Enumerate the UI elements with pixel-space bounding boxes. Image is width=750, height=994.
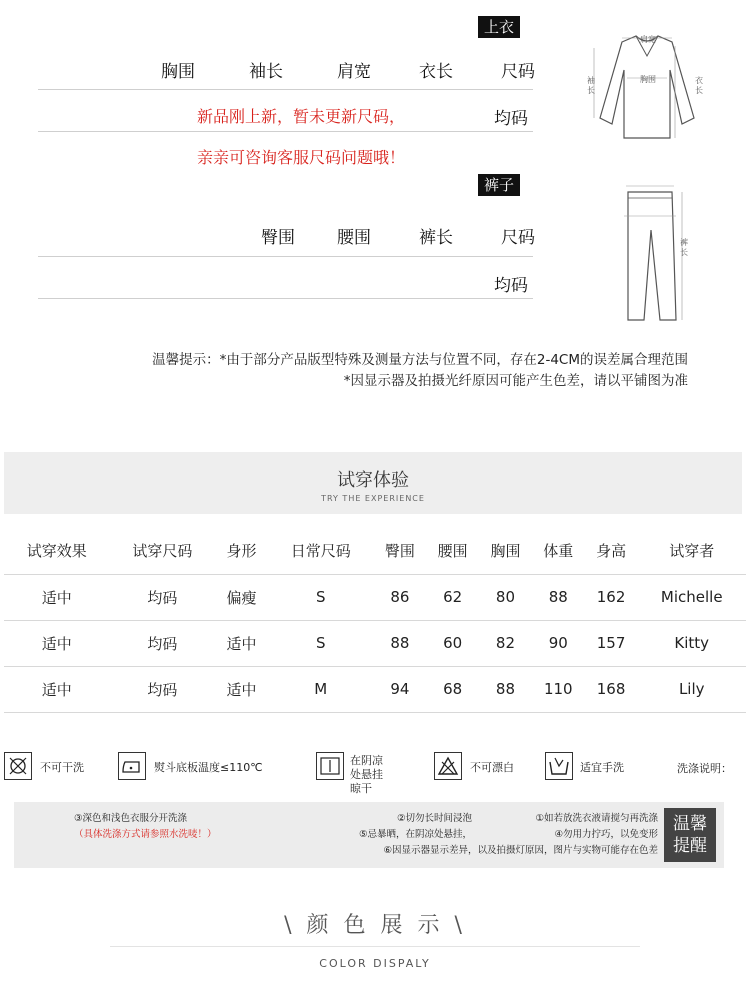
care-strip (0, 750, 750, 795)
header-chest: 胸围 (161, 62, 195, 82)
tips-red-note: （具体洗涤方式请参照水洗唛！） (74, 829, 217, 840)
th-effect: 试穿效果 (4, 528, 110, 574)
tryon-header-band (4, 452, 742, 514)
tryon-title: 试穿体验 (337, 470, 409, 491)
tips-col2: ②切勿长时间浸泡 ⑤忌暴晒，在阴凉处悬挂， (358, 813, 472, 840)
th-hip: 臀围 (373, 528, 426, 574)
divider (38, 256, 533, 257)
th-weight: 体重 (532, 528, 585, 574)
tryon-table (4, 528, 746, 713)
header-waist: 腰围 (337, 228, 371, 248)
header-shoulder: 肩宽 (337, 62, 371, 82)
top-notice-1: 新品刚上新，暂未更新尺码， (196, 107, 405, 126)
pants-tag: 裤子 (478, 174, 520, 196)
tryon-subtitle: TRY THE EXPERIENCE (321, 494, 425, 503)
divider (38, 131, 533, 132)
tips-panel (14, 802, 724, 868)
pants-row-label: 均码 (494, 276, 528, 296)
shirt-diagram-icon (582, 28, 712, 148)
care-label-hand-wash: 适宜手洗 (580, 761, 624, 774)
shirt-sleeve-label: 袖长 (587, 76, 595, 95)
top-tag: 上衣 (478, 16, 520, 38)
pants-length-label: 裤长 (680, 238, 688, 257)
no-bleach-icon (434, 752, 462, 780)
measure-note-line2: *因显示器及拍摄光纤原因可能产生色差，请以平铺图为准 (343, 373, 688, 389)
tips-col1: ①如若放洗衣液请搅匀再洗涤 ④勿用力拧巧，以免变形 ⑥因显示器显示差异，以及拍摄灯原因，图片与实物可能存在色差 (383, 813, 658, 856)
header-length: 衣长 (419, 62, 453, 82)
header-sleeve: 袖长 (249, 62, 283, 82)
hang-dry-icon (316, 752, 344, 780)
header-size: 尺码 (501, 62, 535, 82)
divider (38, 298, 533, 299)
header-size: 尺码 (501, 228, 535, 248)
care-label-no-dry-clean: 不可干洗 (40, 761, 84, 774)
shirt-chest-label: 胸围 (640, 75, 656, 84)
care-label-no-bleach: 不可漂白 (470, 761, 514, 774)
top-size-header (140, 57, 535, 82)
header-hip: 臀围 (261, 228, 295, 248)
shirt-length-label: 衣长 (695, 76, 703, 95)
shirt-shoulder-label: 肩宽 (640, 35, 656, 44)
care-label-hang-dry: 在阴凉处悬挂晾干 (350, 754, 383, 795)
color-subtitle: COLOR DISPALY (319, 957, 431, 970)
table-row: 适中 均码 适中 M 94 68 88 110 168 Lily (4, 666, 746, 712)
th-daily-size: 日常尺码 (268, 528, 374, 574)
th-try-size: 试穿尺码 (110, 528, 216, 574)
divider (110, 946, 640, 947)
care-title: 洗涤说明： (677, 762, 732, 775)
th-body: 身形 (215, 528, 268, 574)
top-row-label: 均码 (494, 109, 528, 129)
tips-col3: ③深色和浅色衣服分开洗涤 (74, 813, 188, 824)
divider (38, 89, 533, 90)
hand-wash-icon (545, 752, 573, 780)
th-height: 身高 (585, 528, 638, 574)
measure-note-line1: 温馨提示：*由于部分产品版型特殊及测量方法与位置不同，存在2-4CM的误差属合理范围 (152, 352, 688, 368)
pants-size-header (240, 223, 535, 248)
no-dry-clean-icon (4, 752, 32, 780)
color-title: \ 颜 色 展 示 \ (284, 913, 466, 938)
measure-note (48, 350, 688, 392)
tips-badge: 温馨提醒 (664, 808, 716, 862)
th-model: 试穿者 (637, 528, 746, 574)
tryon-header-row (4, 528, 746, 574)
header-pants-length: 裤长 (419, 228, 453, 248)
table-row: 适中 均码 适中 S 88 60 82 90 157 Kitty (4, 620, 746, 666)
care-label-iron: 熨斗底板温度≤110℃ (154, 761, 263, 774)
table-row: 适中 均码 偏瘦 S 86 62 80 88 162 Michelle (4, 574, 746, 620)
th-chest: 胸围 (479, 528, 532, 574)
th-waist: 腰围 (426, 528, 479, 574)
iron-icon (118, 752, 146, 780)
top-notice-2: 亲亲可咨询客服尺码问题哦！ (196, 148, 405, 167)
